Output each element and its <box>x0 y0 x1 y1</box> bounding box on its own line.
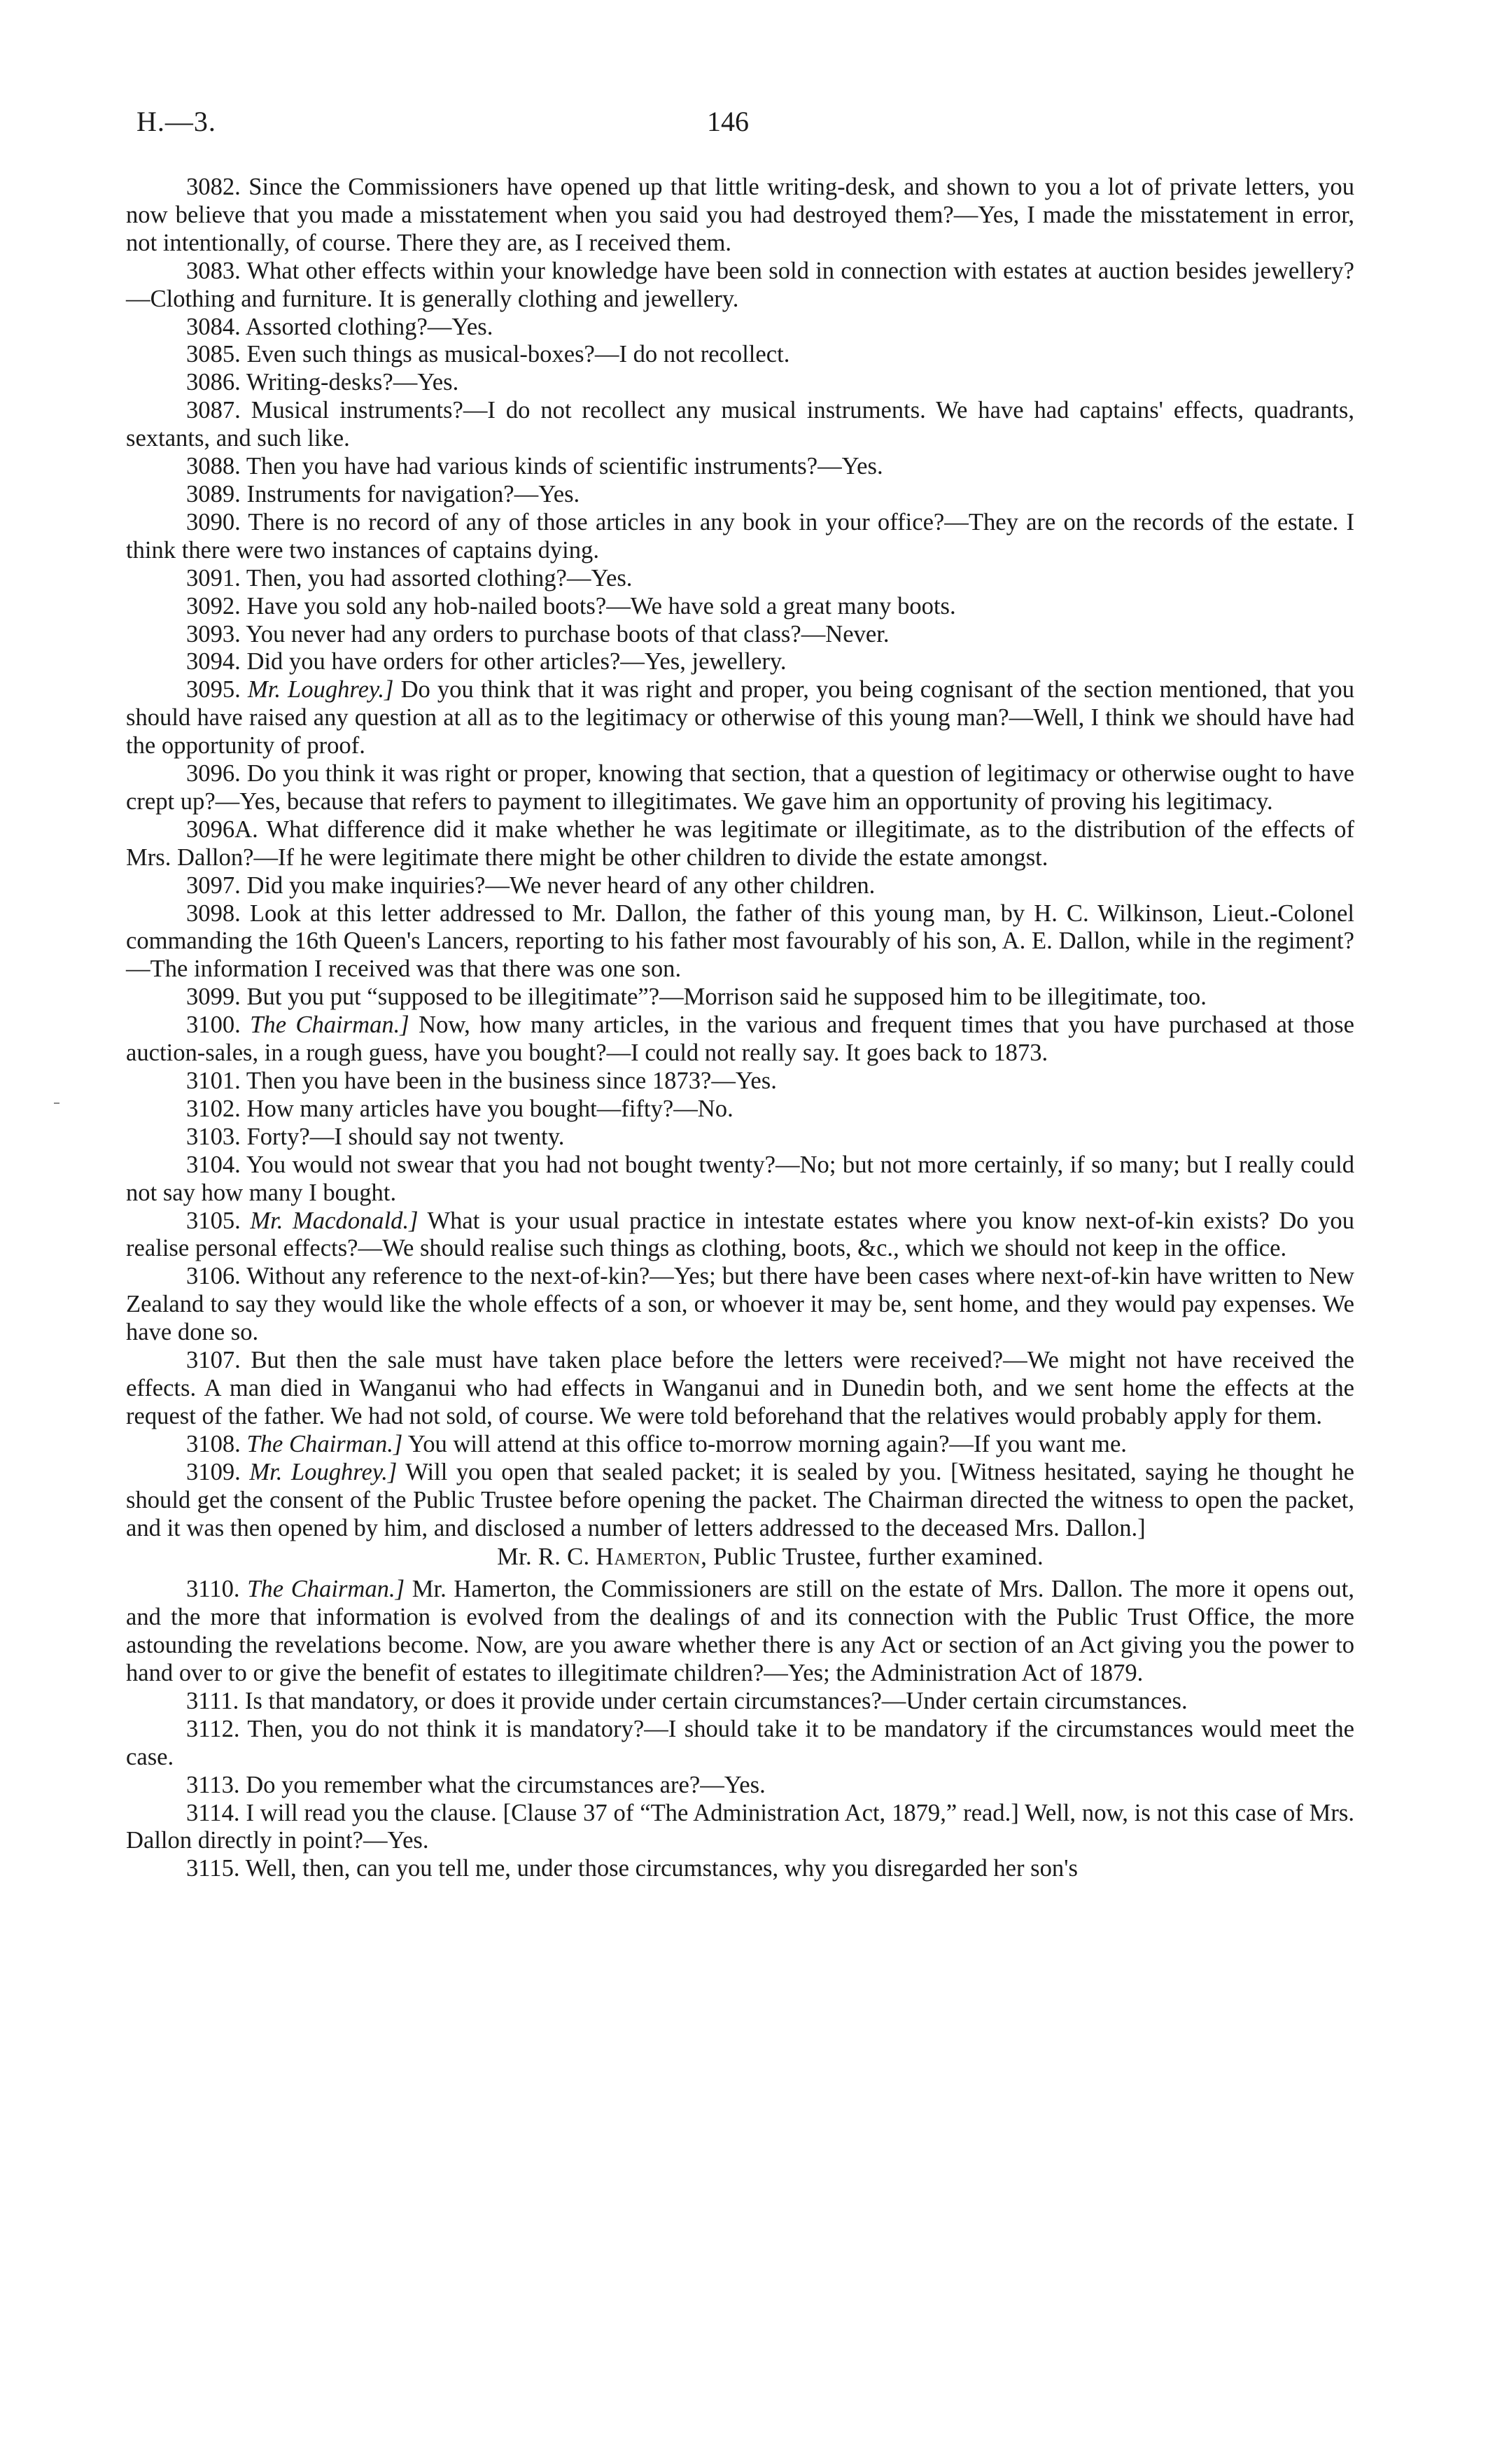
question-number: 3089. <box>186 480 241 507</box>
question-number: 3111. <box>186 1687 239 1714</box>
question-number: 3083. <box>186 257 241 284</box>
question-number: 3115. <box>186 1855 240 1882</box>
question-paragraph <box>126 1688 1354 1716</box>
question-number: 3090. <box>186 508 241 536</box>
speaker-name: The Chairman.] <box>247 1576 405 1603</box>
question-paragraph <box>126 760 1354 816</box>
question-text: Then, you do not think it is mandatory?—I should take it to be mandatory if the circumstances would meet the case. <box>126 1715 1354 1770</box>
question-paragraph <box>126 1576 1354 1688</box>
question-text: Forty?—I should say not twenty. <box>246 1123 565 1150</box>
question-paragraph <box>126 341 1354 369</box>
question-paragraph <box>126 621 1354 649</box>
question-paragraph <box>126 314 1354 342</box>
question-number: 3103. <box>186 1123 241 1150</box>
question-number: 3099. <box>186 983 241 1011</box>
question-number: 3114. <box>186 1799 240 1826</box>
question-paragraph <box>126 648 1354 676</box>
question-text: Have you sold any hob-nailed boots?—We have sold a great many boots. <box>246 592 956 620</box>
question-number: 3085. <box>186 341 241 368</box>
question-paragraph <box>126 1011 1354 1068</box>
evidence-block-2 <box>126 1576 1354 1883</box>
question-number: 3113. <box>186 1771 240 1798</box>
question-text: Then, you had assorted clothing?—Yes. <box>246 564 633 592</box>
question-number: 3107. <box>186 1347 241 1374</box>
paper-reference: H.—3. <box>136 106 216 137</box>
question-paragraph <box>126 397 1354 453</box>
question-text: You will attend at this office to-morrow morning again?—If you want me. <box>407 1430 1127 1457</box>
question-paragraph <box>126 1068 1354 1096</box>
question-text: Look at this letter addressed to Mr. Dallon, the father of this young man, by H. C. Wilkinson, Lieut.-Colonel commanding the 16th Queen's Lancers, reporting to his father most favourably of his son, A. E. Dallon, while in the regiment?—The information I received was that there was one son. <box>126 899 1354 983</box>
document-page <box>126 105 1355 1882</box>
question-paragraph <box>126 258 1354 314</box>
question-paragraph <box>126 453 1354 481</box>
question-text: I will read you the clause. [Clause 37 of “The Administration Act, 1879,” read.] Well, now, is not this case of Mrs. Dallon directly in point?—Yes. <box>126 1799 1354 1854</box>
question-number: 3091. <box>186 564 241 592</box>
question-text: Do you remember what the circumstances are?—Yes. <box>246 1771 766 1798</box>
question-number: 3084. <box>186 313 241 340</box>
question-paragraph <box>126 1096 1354 1124</box>
question-paragraph <box>126 1800 1354 1856</box>
question-number: 3108. <box>186 1430 241 1457</box>
question-text: Even such things as musical-boxes?—I do not recollect. <box>246 341 790 368</box>
scan-mark <box>54 1102 59 1104</box>
speaker-name: Mr. Loughrey.] <box>247 676 394 704</box>
page-header <box>126 105 1354 154</box>
question-text: There is no record of any of those articles in any book in your office?—They are on the records of the estate. I think there were two instances of captains dying. <box>126 508 1354 564</box>
question-number: 3096. <box>186 760 241 788</box>
question-number: 3104. <box>186 1151 241 1178</box>
question-paragraph <box>126 983 1354 1011</box>
question-paragraph <box>126 1855 1354 1883</box>
question-number: 3087. <box>186 397 241 424</box>
question-number: 3098. <box>186 899 241 927</box>
question-paragraph <box>126 900 1354 984</box>
question-paragraph <box>126 1124 1354 1152</box>
question-number: 3109. <box>186 1458 241 1485</box>
question-text: Do you think that it was right and proper, you being cognisant of the section mentioned, that you should have raised any question at all as to the legitimacy or otherwise of this young man?—Well, I think we should have had the opportunity of proof. <box>126 676 1354 760</box>
question-number: 3106. <box>186 1263 241 1290</box>
question-text: But you put “supposed to be illegitimate”?—Morrison said he supposed him to be illegitimate, too. <box>246 983 1207 1011</box>
question-paragraph <box>126 1152 1354 1208</box>
speaker-name: The Chairman.] <box>246 1430 403 1457</box>
question-text: Is that mandatory, or does it provide under certain circumstances?—Under certain circumstances. <box>244 1687 1188 1714</box>
question-paragraph <box>126 1716 1354 1772</box>
question-number: 3100. <box>186 1011 241 1039</box>
question-paragraph <box>126 174 1354 258</box>
speaker-name: Mr. Macdonald.] <box>250 1207 419 1234</box>
question-number: 3112. <box>186 1715 240 1742</box>
question-text: How many articles have you bought—fifty?—No. <box>246 1095 734 1122</box>
question-number: 3088. <box>186 453 241 480</box>
page-body <box>126 174 1354 1883</box>
question-text: Did you have orders for other articles?—Yes, jewellery. <box>246 648 787 676</box>
question-text: Without any reference to the next-of-kin?—Yes; but there have been cases where next-of-kin have written to New Zealand to say they would like the whole effects of a son, or whoever it may be, sent home, and they would pay expenses. We have done so. <box>126 1263 1355 1346</box>
page-number: 146 <box>707 106 749 137</box>
question-text: Then you have been in the business since 1873?—Yes. <box>246 1068 777 1094</box>
question-text: You would not swear that you had not bought twenty?—No; but not more certainly, if so many; but I really could not say how many I bought. <box>126 1151 1354 1206</box>
question-text: Well, then, can you tell me, under those circumstances, why you disregarded her son's <box>245 1855 1078 1882</box>
question-paragraph <box>126 816 1354 872</box>
speaker-name: The Chairman.] <box>250 1011 409 1039</box>
question-paragraph <box>126 1347 1354 1431</box>
question-number: 3092. <box>186 592 241 620</box>
question-text: Assorted clothing?—Yes. <box>245 313 493 340</box>
question-text: What is your usual practice in intestate estates where you know next-of-kin exists? Do you realise personal effects?—We should realise such things as clothing, boots, &c., which we should not keep in the office. <box>126 1207 1354 1262</box>
question-number: 3093. <box>186 620 241 648</box>
evidence-block-1 <box>126 174 1354 1542</box>
question-text: Since the Commissioners have opened up that little writing-desk, and shown to you a lot of private letters, you now believe that you made a misstatement when you said you had destroyed them?—Yes, I made the misstatement in error, not intentionally, of course. There they are, as I received them. <box>126 174 1354 256</box>
question-number: 3105. <box>186 1207 241 1234</box>
question-text: But then the sale must have taken place before the letters were received?—We might not have received the effects. A man died in Wanganui who had effects in Wanganui and in Dunedin both, and we sent home the effects at the request of the father. We had not sold, of course. We were told beforehand that the relatives would probably apply for them. <box>126 1347 1354 1429</box>
question-text: Now, how many articles, in the various and frequent times that you have purchased at those auction-sales, in a rough guess, have you bought?—I could not really say. It goes back to 1873. <box>126 1011 1354 1067</box>
question-text: You never had any orders to purchase boots of that class?—Never. <box>246 620 890 648</box>
speaker-name: Mr. Loughrey.] <box>249 1458 398 1485</box>
question-number: 3096A. <box>186 816 258 843</box>
question-paragraph <box>126 509 1354 565</box>
question-paragraph <box>126 872 1354 900</box>
question-paragraph <box>126 481 1354 509</box>
question-paragraph <box>126 1772 1354 1800</box>
question-number: 3097. <box>186 872 241 899</box>
heading-prefix: Mr. R. C. <box>497 1544 590 1571</box>
question-paragraph <box>126 1431 1354 1459</box>
heading-suffix: , Public Trustee, further examined. <box>701 1544 1044 1571</box>
question-paragraph <box>126 1263 1354 1347</box>
question-text: Writing-desks?—Yes. <box>246 369 459 396</box>
question-text: Mr. Hamerton, the Commissioners are still on the estate of Mrs. Dallon. The more it opens out, and the more that information is evolved from the dealings of and its connection with the Public Trust Office, the more astounding the revelations become. Now, are you aware whether there is any Act or section of an Act giving you the power to hand over to or give the benefit of estates to illegitimate children?—Yes; the Administration Act of 1879. <box>126 1576 1354 1687</box>
question-text: Instruments for navigation?—Yes. <box>246 480 580 507</box>
question-text: Musical instruments?—I do not recollect any musical instruments. We have had captains' effects, quadrants, sextants, and such like. <box>126 397 1354 452</box>
question-paragraph <box>126 1459 1354 1543</box>
section-heading <box>126 1544 1354 1572</box>
question-number: 3101. <box>186 1068 241 1094</box>
question-text: What other effects within your knowledge have been sold in connection with estates at auction besides jewellery?—Clothing and furniture. It is generally clothing and jewellery. <box>126 257 1354 312</box>
question-text: What difference did it make whether he was legitimate or illegitimate, as to the distribution of the effects of Mrs. Dallon?—If he were legitimate there might be other children to divide the estate amongst. <box>126 816 1354 871</box>
question-text: Did you make inquiries?—We never heard of any other children. <box>246 872 876 899</box>
question-text: Do you think it was right or proper, knowing that section, that a question of legitimacy or otherwise ought to have crept up?—Yes, because that refers to payment to illegitimates. We gave him an opportunity of proving his legitimacy. <box>126 760 1354 815</box>
question-paragraph <box>126 565 1354 593</box>
question-paragraph <box>126 1208 1354 1264</box>
question-text: Then you have had various kinds of scientific instruments?—Yes. <box>246 453 883 480</box>
question-paragraph <box>126 676 1354 760</box>
question-paragraph <box>126 593 1354 621</box>
question-number: 3095. <box>186 676 241 704</box>
question-number: 3082. <box>186 174 241 200</box>
question-number: 3110. <box>186 1576 240 1603</box>
question-text: Will you open that sealed packet; it is sealed by you. [Witness hesitated, saying he thought he should get the consent of the Public Trustee before opening the packet. The Chairman directed the witness to open the packet, and it was then opened by him, and disclosed a number of letters addressed to the deceased Mrs. Dallon.] <box>126 1458 1354 1541</box>
question-number: 3086. <box>186 369 241 396</box>
heading-name: Hamerton <box>596 1544 701 1571</box>
question-paragraph <box>126 369 1354 397</box>
question-number: 3102. <box>186 1095 241 1122</box>
question-number: 3094. <box>186 648 241 676</box>
